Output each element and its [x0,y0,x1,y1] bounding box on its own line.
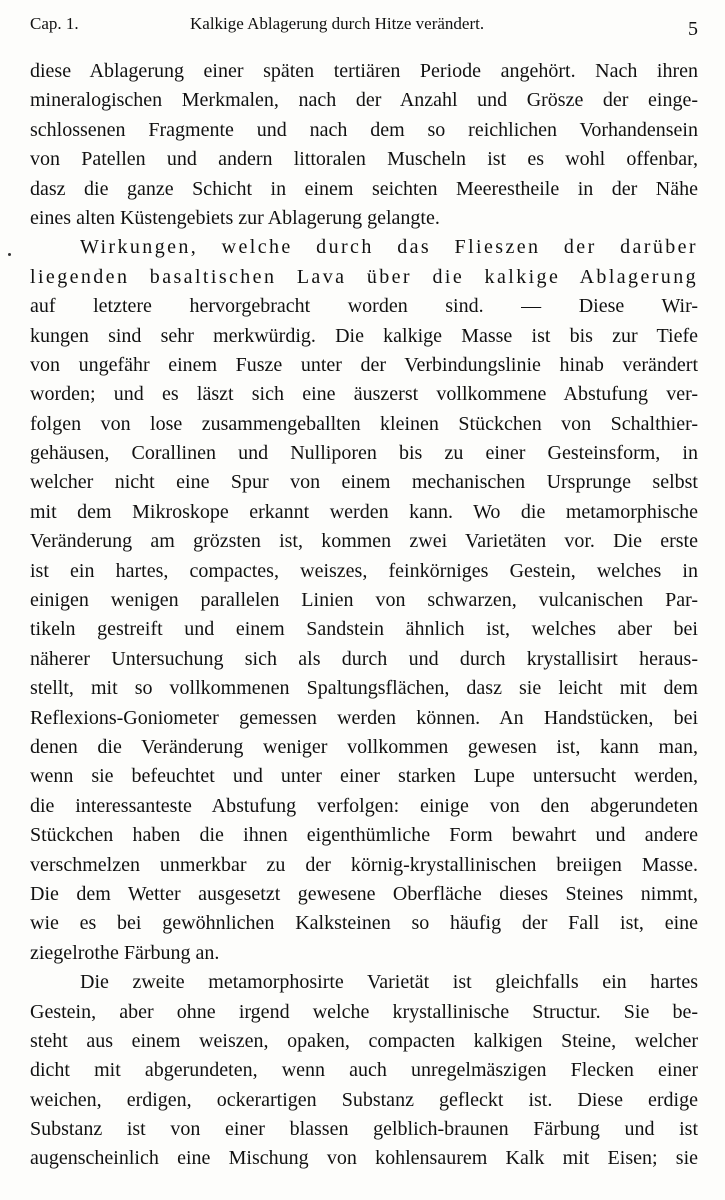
text-line: steht aus einem weiszen, opaken, compacten kalkigen Steine, welcher [30,1029,698,1052]
text-line: wenn sie befeuchtet und unter einer starken Lupe untersucht werden, [30,765,698,788]
text-line: wie es bei gewöhnlichen Kalksteinen so häufig der Fall ist, eine [30,912,698,935]
text-line: denen die Veränderung weniger vollkommen gewesen ist, kann man, [30,735,698,758]
text-line: verschmelzen unmerkbar zu der körnig-krystallinischen breiigen Masse. [30,853,698,876]
text-line: von ungefähr einem Fusze unter der Verbindungslinie hinab verändert [30,353,698,376]
text-line: augenscheinlich eine Mischung von kohlensaurem Kalk mit Eisen; sie [30,1147,698,1170]
text-line: Substanz ist von einer blassen gelblich-braunen Färbung und ist [30,1118,698,1141]
text-line: näherer Untersuchung sich als durch und durch krystallisirt heraus- [30,647,698,670]
text-line: Die dem Wetter ausgesetzt gewesene Oberfläche dieses Steines nimmt, [30,882,698,905]
text-line: ist ein hartes, compactes, weiszes, feinkörniges Gestein, welches in [30,559,698,582]
text-line: schlossenen Fragmente und nach dem so reichlichen Vorhandensein [30,118,698,141]
text-line: dicht mit abgerundeten, wenn auch unregelmäszigen Flecken einer [30,1059,698,1082]
text-line: Stückchen haben die ihnen eigenthümliche Form bewahrt und andere [30,824,698,847]
running-header [30,10,700,38]
paragraph [30,968,698,1174]
text-line: welcher nicht eine Spur von einem mechanischen Ursprunge selbst [30,471,698,494]
text-line: Die zweite metamorphosirte Varietät ist gleichfalls ein hartes [80,971,698,994]
text-line: worden; und es läszt sich eine äuszerst vollkommene Abstufung ver- [30,383,698,406]
section-heading-line: Wirkungen, welche durch das Flieszen der darüber [80,236,698,259]
text-line: gehäusen, Corallinen und Nulliporen bis zu einer Gesteinsform, in [30,442,698,465]
text-line: ziegelrothe Färbung an. [30,941,220,964]
paragraph [30,57,698,233]
text-line: weichen, erdigen, ockerartigen Substanz gefleckt ist. Diese erdige [30,1088,698,1111]
text-line: einigen wenigen parallelen Linien von schwarzen, vulcanischen Par- [30,589,698,612]
section-heading-line: liegenden basaltischen Lava über die kalkige Ablagerung [30,265,698,288]
paragraph [30,233,698,968]
text-line: tikeln gestreift und einem Sandstein ähnlich ist, welches aber bei [30,618,698,641]
chapter-label: Cap. 1. [30,14,79,33]
body-text [30,57,698,1174]
text-line: diese Ablagerung einer späten tertiären Periode angehört. Nach ihren [30,60,698,82]
page-number: 5 [688,18,698,40]
text-line: Gestein, aber ohne irgend welche krystallinische Structur. Sie be- [30,1000,698,1023]
running-title: Kalkige Ablagerung durch Hitze verändert. [190,14,485,33]
text-line: Veränderung am grözsten ist, kommen zwei Varietäten vor. Die erste [30,530,698,553]
text-line: stellt, mit so vollkommenen Spaltungsflächen, dasz sie leicht mit dem [30,677,698,700]
text-line: kungen sind sehr merkwürdig. Die kalkige Masse ist bis zur Tiefe [30,324,698,347]
text-line: eines alten Küstengebiets zur Ablagerung gelangte. [30,206,440,229]
text-line: Reflexions-Goniometer gemessen werden können. An Handstücken, bei [30,706,698,729]
margin-mark [8,253,11,256]
text-line: mineralogischen Merkmalen, nach der Anzahl und Grösze der einge- [30,89,698,112]
text-line: folgen von lose zusammengeballten kleinen Stückchen von Schalthier- [30,412,698,435]
text-line: auf letztere hervorgebracht worden sind. — Diese Wir- [30,295,698,318]
text-line: die interessanteste Abstufung verfolgen: einige von den abgerundeten [30,794,698,817]
text-line: dasz die ganze Schicht in einem seichten Meerestheile in der Nähe [30,177,698,200]
text-line: mit dem Mikroskope erkannt werden kann. Wo die metamorphische [30,500,698,523]
text-line: von Patellen und andern littoralen Muscheln ist es wohl offenbar, [30,148,698,171]
